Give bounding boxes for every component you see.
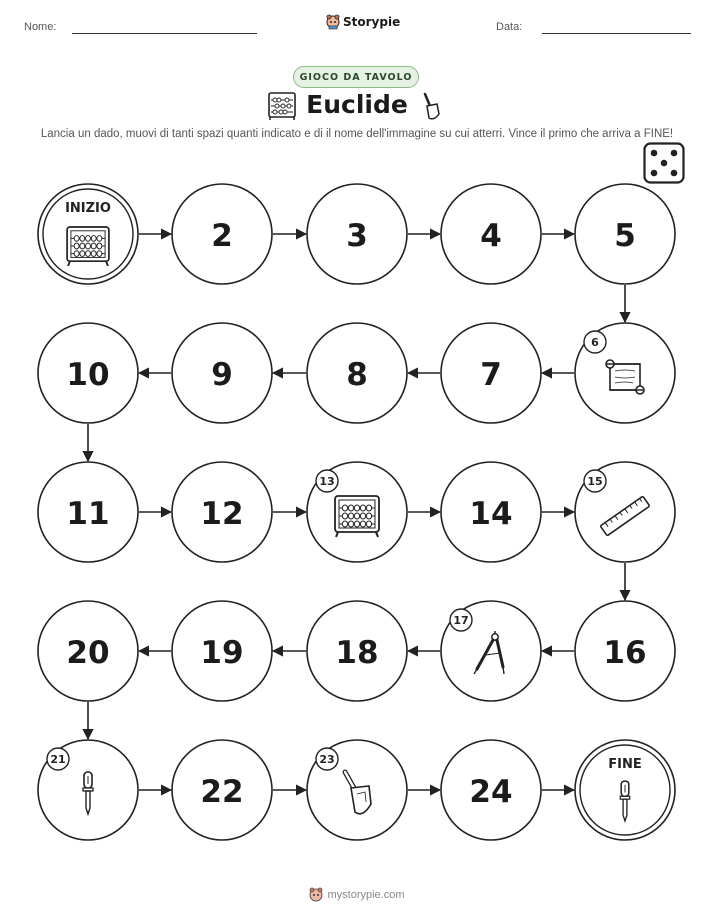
cell-number: 24	[469, 774, 513, 810]
cell-number: 17	[453, 614, 469, 627]
board-cell-11[interactable]	[38, 462, 138, 562]
cell-number: 4	[480, 218, 502, 254]
cell-number: 5	[614, 218, 636, 254]
cell-number: 21	[50, 753, 66, 766]
board-cell-16[interactable]	[575, 601, 675, 701]
board-cell-8[interactable]	[307, 323, 407, 423]
page-title: Euclide	[306, 90, 408, 119]
cell-number: 7	[480, 357, 502, 393]
scroll-icon	[606, 360, 644, 394]
brand-name: Storypie	[343, 15, 401, 29]
end-label: FINE	[608, 757, 642, 772]
cell-number: 12	[200, 496, 244, 532]
cell-number: 8	[346, 357, 368, 393]
board-cell-2[interactable]	[172, 184, 272, 284]
board-cell-14[interactable]	[441, 462, 541, 562]
cell-number: 11	[66, 496, 110, 532]
cell-number: 18	[335, 635, 379, 671]
board-cell-9[interactable]	[172, 323, 272, 423]
board-cell-5[interactable]	[575, 184, 675, 284]
board-cell-10[interactable]	[38, 323, 138, 423]
board-cell-15[interactable]	[575, 462, 675, 562]
board-cell-3[interactable]	[307, 184, 407, 284]
board-cell-24[interactable]	[441, 740, 541, 840]
cell-number: 6	[591, 336, 599, 349]
board-cell-7[interactable]	[441, 323, 541, 423]
cell-number: 14	[469, 496, 513, 532]
board-cell-25[interactable]	[575, 740, 675, 840]
board-cell-18[interactable]	[307, 601, 407, 701]
category-badge: GIOCO DA TAVOLO	[293, 66, 419, 88]
name-label: Nome:	[24, 21, 57, 33]
instructions: Lancia un dado, muovi di tanti spazi quanti indicato e di il nome dell'immagine su cui atterri. Vince il primo che arriva a FINE!	[40, 128, 674, 140]
cell-number: 15	[587, 475, 603, 488]
cell-number: 16	[603, 635, 647, 671]
board-cell-1[interactable]	[38, 184, 138, 284]
cell-number: 13	[319, 475, 335, 488]
cell-number: 19	[200, 635, 244, 671]
board-cell-23[interactable]	[307, 740, 407, 840]
board-cell-13[interactable]	[307, 462, 407, 562]
board-cell-22[interactable]	[172, 740, 272, 840]
cell-number: 23	[319, 753, 335, 766]
cell-number: 22	[200, 774, 244, 810]
board-cell-4[interactable]	[441, 184, 541, 284]
mascot-icon	[309, 887, 323, 903]
date-label: Data:	[496, 21, 523, 33]
cell-number: 20	[66, 635, 110, 671]
board-cell-21[interactable]	[38, 740, 138, 840]
board-cell-19[interactable]	[172, 601, 272, 701]
cell-number: 9	[211, 357, 233, 393]
abacus-icon	[335, 496, 379, 537]
abacus-icon	[67, 227, 109, 266]
footer	[0, 887, 714, 903]
cell-number: 3	[346, 218, 368, 254]
board-cell-20[interactable]	[38, 601, 138, 701]
board-cell-12[interactable]	[172, 462, 272, 562]
start-label: INIZIO	[65, 201, 111, 216]
board-cell-17[interactable]	[441, 601, 541, 701]
cell-number: 2	[211, 218, 233, 254]
board-cell-6[interactable]	[575, 323, 675, 423]
footer-url[interactable]: mystorypie.com	[327, 889, 405, 901]
cell-number: 10	[66, 357, 110, 393]
